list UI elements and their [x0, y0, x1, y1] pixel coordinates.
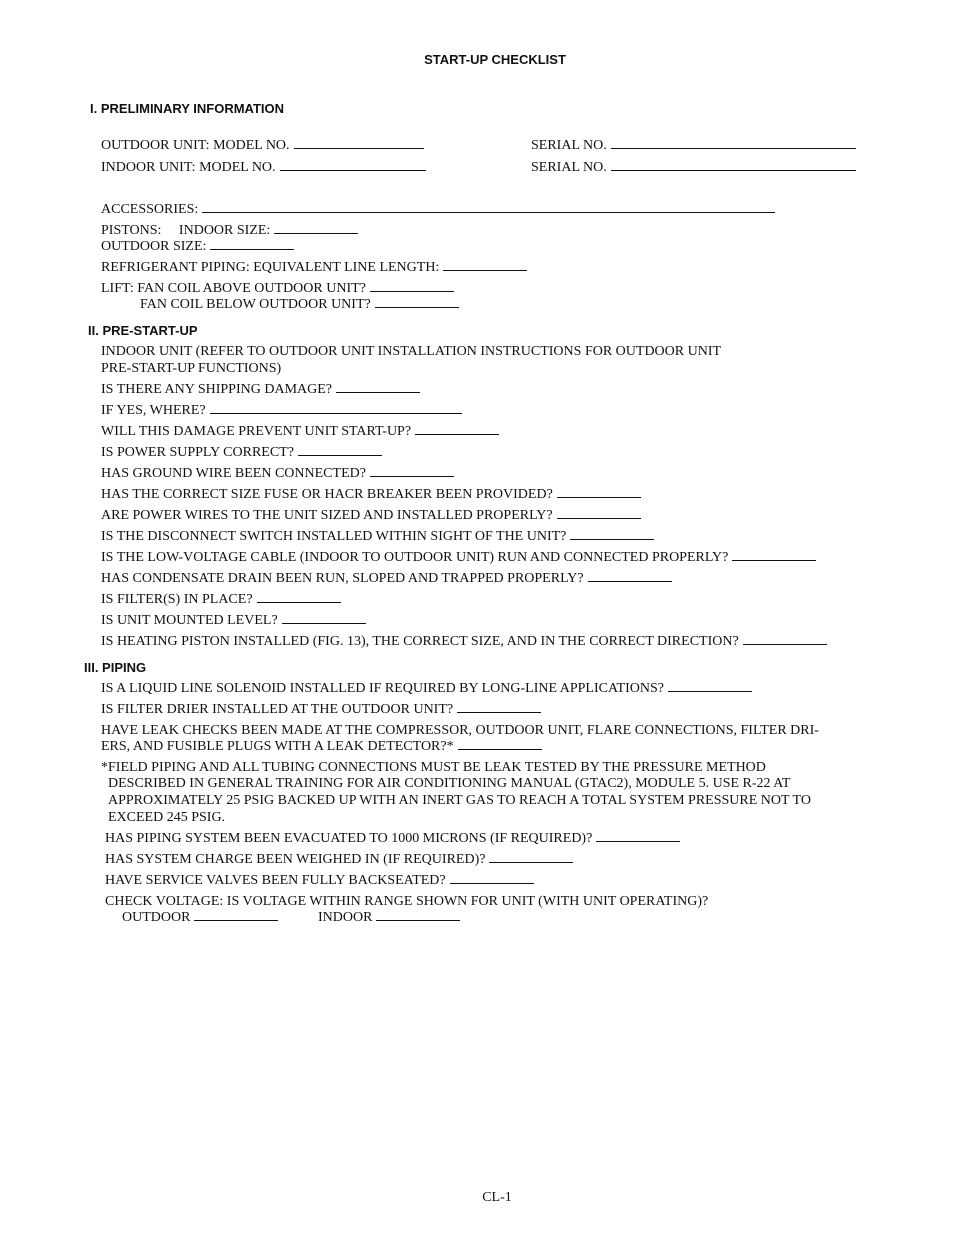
- checklist-item-label: IS FILTER(S) IN PLACE?: [101, 592, 253, 607]
- filter-drier-label: IS FILTER DRIER INSTALLED AT THE OUTDOOR UNIT?: [101, 702, 454, 717]
- checklist-item-disconnect-switch: [101, 529, 654, 546]
- pistons-indoor-field: [101, 223, 358, 240]
- lift-above-field: [101, 281, 454, 298]
- checklist-item-blank[interactable]: [743, 634, 827, 645]
- indoor-model-field: [101, 160, 426, 177]
- outdoor-serial-field: [531, 138, 856, 155]
- checklist-item-low-voltage-cable: [101, 550, 816, 567]
- checklist-item-blank[interactable]: [257, 592, 341, 603]
- section-heading-pre-start-up: II. PRE-START-UP: [88, 323, 198, 338]
- indoor-serial-blank[interactable]: [611, 160, 856, 171]
- liquid-line-solenoid-field: [101, 681, 752, 698]
- section-heading-preliminary: I. PRELIMINARY INFORMATION: [90, 101, 285, 116]
- outdoor-voltage-blank[interactable]: [194, 910, 278, 921]
- indoor-voltage-field: [318, 910, 460, 927]
- leak-test-note-line2: DESCRIBED IN GENERAL TRAINING FOR AIR CONDITIONING MANUAL (GTAC2), MODULE 5. USE R-22 AT: [108, 776, 791, 791]
- checklist-item-label: IS POWER SUPPLY CORRECT?: [101, 445, 294, 460]
- leak-checks-field: [101, 739, 542, 756]
- refrigerant-piping-blank[interactable]: [443, 260, 527, 271]
- checklist-item-blank[interactable]: [282, 613, 366, 624]
- outdoor-serial-blank[interactable]: [611, 138, 856, 149]
- evacuated-field: [105, 831, 680, 848]
- liquid-line-solenoid-blank[interactable]: [668, 681, 752, 692]
- checklist-item-blank[interactable]: [588, 571, 672, 582]
- checklist-item-filters: [101, 592, 341, 609]
- refrigerant-piping-field: [101, 260, 527, 277]
- outdoor-model-label: OUTDOOR UNIT: MODEL NO.: [101, 138, 290, 153]
- indoor-voltage-blank[interactable]: [376, 910, 460, 921]
- accessories-blank[interactable]: [202, 202, 775, 213]
- leak-test-note-line4: EXCEED 245 PSIG.: [108, 810, 226, 825]
- lift-below-blank[interactable]: [375, 297, 459, 308]
- checklist-item-blank[interactable]: [298, 445, 382, 456]
- checklist-item-condensate-drain: [101, 571, 672, 588]
- checklist-item-label: HAS THE CORRECT SIZE FUSE OR HACR BREAKER BEEN PROVIDED?: [101, 487, 553, 502]
- backseated-field: [105, 873, 534, 890]
- evacuated-label: HAS PIPING SYSTEM BEEN EVACUATED TO 1000 MICRONS (IF REQUIRED)?: [105, 831, 593, 846]
- page-title: START-UP CHECKLIST: [424, 52, 566, 67]
- checklist-item-blank[interactable]: [557, 487, 641, 498]
- filter-drier-blank[interactable]: [457, 702, 541, 713]
- charge-weighed-label: HAS SYSTEM CHARGE BEEN WEIGHED IN (IF REQUIRED)?: [105, 852, 486, 867]
- leak-checks-label: ERS, AND FUSIBLE PLUGS WITH A LEAK DETECTOR?*: [101, 739, 454, 754]
- indoor-serial-label: SERIAL NO.: [531, 160, 607, 175]
- outdoor-voltage-field: [122, 910, 278, 927]
- lift-below-label: FAN COIL BELOW OUTDOOR UNIT?: [140, 297, 371, 312]
- indoor-model-blank[interactable]: [280, 160, 426, 171]
- checklist-item-label: IS THE DISCONNECT SWITCH INSTALLED WITHIN SIGHT OF THE UNIT?: [101, 529, 567, 544]
- checklist-item-label: HAS CONDENSATE DRAIN BEEN RUN, SLOPED AND TRAPPED PROPERLY?: [101, 571, 584, 586]
- checklist-item-if-yes-where: [101, 403, 462, 420]
- checklist-item-label: IS THERE ANY SHIPPING DAMAGE?: [101, 382, 333, 397]
- checklist-item-blank[interactable]: [732, 550, 816, 561]
- outdoor-model-blank[interactable]: [294, 138, 424, 149]
- lift-above-blank[interactable]: [370, 281, 454, 292]
- leak-checks-blank[interactable]: [458, 739, 542, 750]
- accessories-field: [101, 202, 775, 219]
- filter-drier-field: [101, 702, 541, 719]
- evacuated-blank[interactable]: [596, 831, 680, 842]
- leak-test-note-line1: *FIELD PIPING AND ALL TUBING CONNECTIONS MUST BE LEAK TESTED BY THE PRESSURE METHOD: [101, 760, 766, 775]
- lift-above-label: LIFT: FAN COIL ABOVE OUTDOOR UNIT?: [101, 281, 366, 296]
- leak-test-note-line3: APPROXIMATELY 25 PSIG BACKED UP WITH AN INERT GAS TO REACH A TOTAL SYSTEM PRESSURE NOT TO: [108, 793, 811, 808]
- check-voltage-question: CHECK VOLTAGE: IS VOLTAGE WITHIN RANGE SHOWN FOR UNIT (WITH UNIT OPERATING)?: [105, 894, 709, 909]
- checklist-item-label: HAS GROUND WIRE BEEN CONNECTED?: [101, 466, 366, 481]
- pistons-indoor-blank[interactable]: [274, 223, 358, 234]
- leak-checks-line1: HAVE LEAK CHECKS BEEN MADE AT THE COMPRESSOR, OUTDOOR UNIT, FLARE CONNECTIONS, FILTER DRI-: [101, 723, 819, 738]
- checklist-item-damage-prevent-start-up: [101, 424, 499, 441]
- accessories-label: ACCESSORIES:: [101, 202, 199, 217]
- outdoor-serial-label: SERIAL NO.: [531, 138, 607, 153]
- checklist-item-heating-piston: [101, 634, 827, 651]
- outdoor-voltage-label: OUTDOOR: [122, 910, 191, 925]
- pistons-outdoor-blank[interactable]: [210, 239, 294, 250]
- checklist-item-label: IS THE LOW-VOLTAGE CABLE (INDOOR TO OUTDOOR UNIT) RUN AND CONNECTED PROPERLY?: [101, 550, 729, 565]
- page-number: CL-1: [482, 1190, 512, 1205]
- backseated-label: HAVE SERVICE VALVES BEEN FULLY BACKSEATED?: [105, 873, 446, 888]
- pistons-outdoor-field: [101, 239, 294, 256]
- checklist-item-shipping-damage: [101, 382, 420, 399]
- checklist-item-label: IF YES, WHERE?: [101, 403, 206, 418]
- refrigerant-piping-label: REFRIGERANT PIPING: EQUIVALENT LINE LENGTH:: [101, 260, 440, 275]
- outdoor-model-field: [101, 138, 424, 155]
- checklist-item-power-supply: [101, 445, 382, 462]
- checklist-item-blank[interactable]: [336, 382, 420, 393]
- backseated-blank[interactable]: [450, 873, 534, 884]
- indoor-unit-intro-line2: PRE-START-UP FUNCTIONS): [101, 361, 282, 376]
- checklist-item-blank[interactable]: [210, 403, 462, 414]
- checklist-item-label: WILL THIS DAMAGE PREVENT UNIT START-UP?: [101, 424, 412, 439]
- indoor-voltage-label: INDOOR: [318, 910, 373, 925]
- pistons-outdoor-label: OUTDOOR SIZE:: [101, 239, 207, 254]
- indoor-serial-field: [531, 160, 856, 177]
- charge-weighed-blank[interactable]: [489, 852, 573, 863]
- checklist-item-blank[interactable]: [557, 508, 641, 519]
- checklist-item-blank[interactable]: [415, 424, 499, 435]
- indoor-model-label: INDOOR UNIT: MODEL NO.: [101, 160, 276, 175]
- checklist-item-fuse-breaker: [101, 487, 641, 504]
- indoor-unit-intro-line1: INDOOR UNIT (REFER TO OUTDOOR UNIT INSTALLATION INSTRUCTIONS FOR OUTDOOR UNIT: [101, 344, 722, 359]
- section-heading-piping: III. PIPING: [84, 660, 147, 675]
- checklist-item-ground-wire: [101, 466, 454, 483]
- pistons-indoor-label: PISTONS: INDOOR SIZE:: [101, 223, 271, 238]
- checklist-item-label: ARE POWER WIRES TO THE UNIT SIZED AND INSTALLED PROPERLY?: [101, 508, 553, 523]
- checklist-item-blank[interactable]: [570, 529, 654, 540]
- checklist-item-power-wires: [101, 508, 641, 525]
- checklist-item-unit-level: [101, 613, 366, 630]
- checklist-item-label: IS UNIT MOUNTED LEVEL?: [101, 613, 278, 628]
- liquid-line-solenoid-label: IS A LIQUID LINE SOLENOID INSTALLED IF REQUIRED BY LONG-LINE APPLICATIONS?: [101, 681, 664, 696]
- checklist-item-blank[interactable]: [370, 466, 454, 477]
- lift-below-field: [140, 297, 459, 314]
- charge-weighed-field: [105, 852, 573, 869]
- checklist-item-label: IS HEATING PISTON INSTALLED (FIG. 13), THE CORRECT SIZE, AND IN THE CORRECT DIRECTION?: [101, 634, 739, 649]
